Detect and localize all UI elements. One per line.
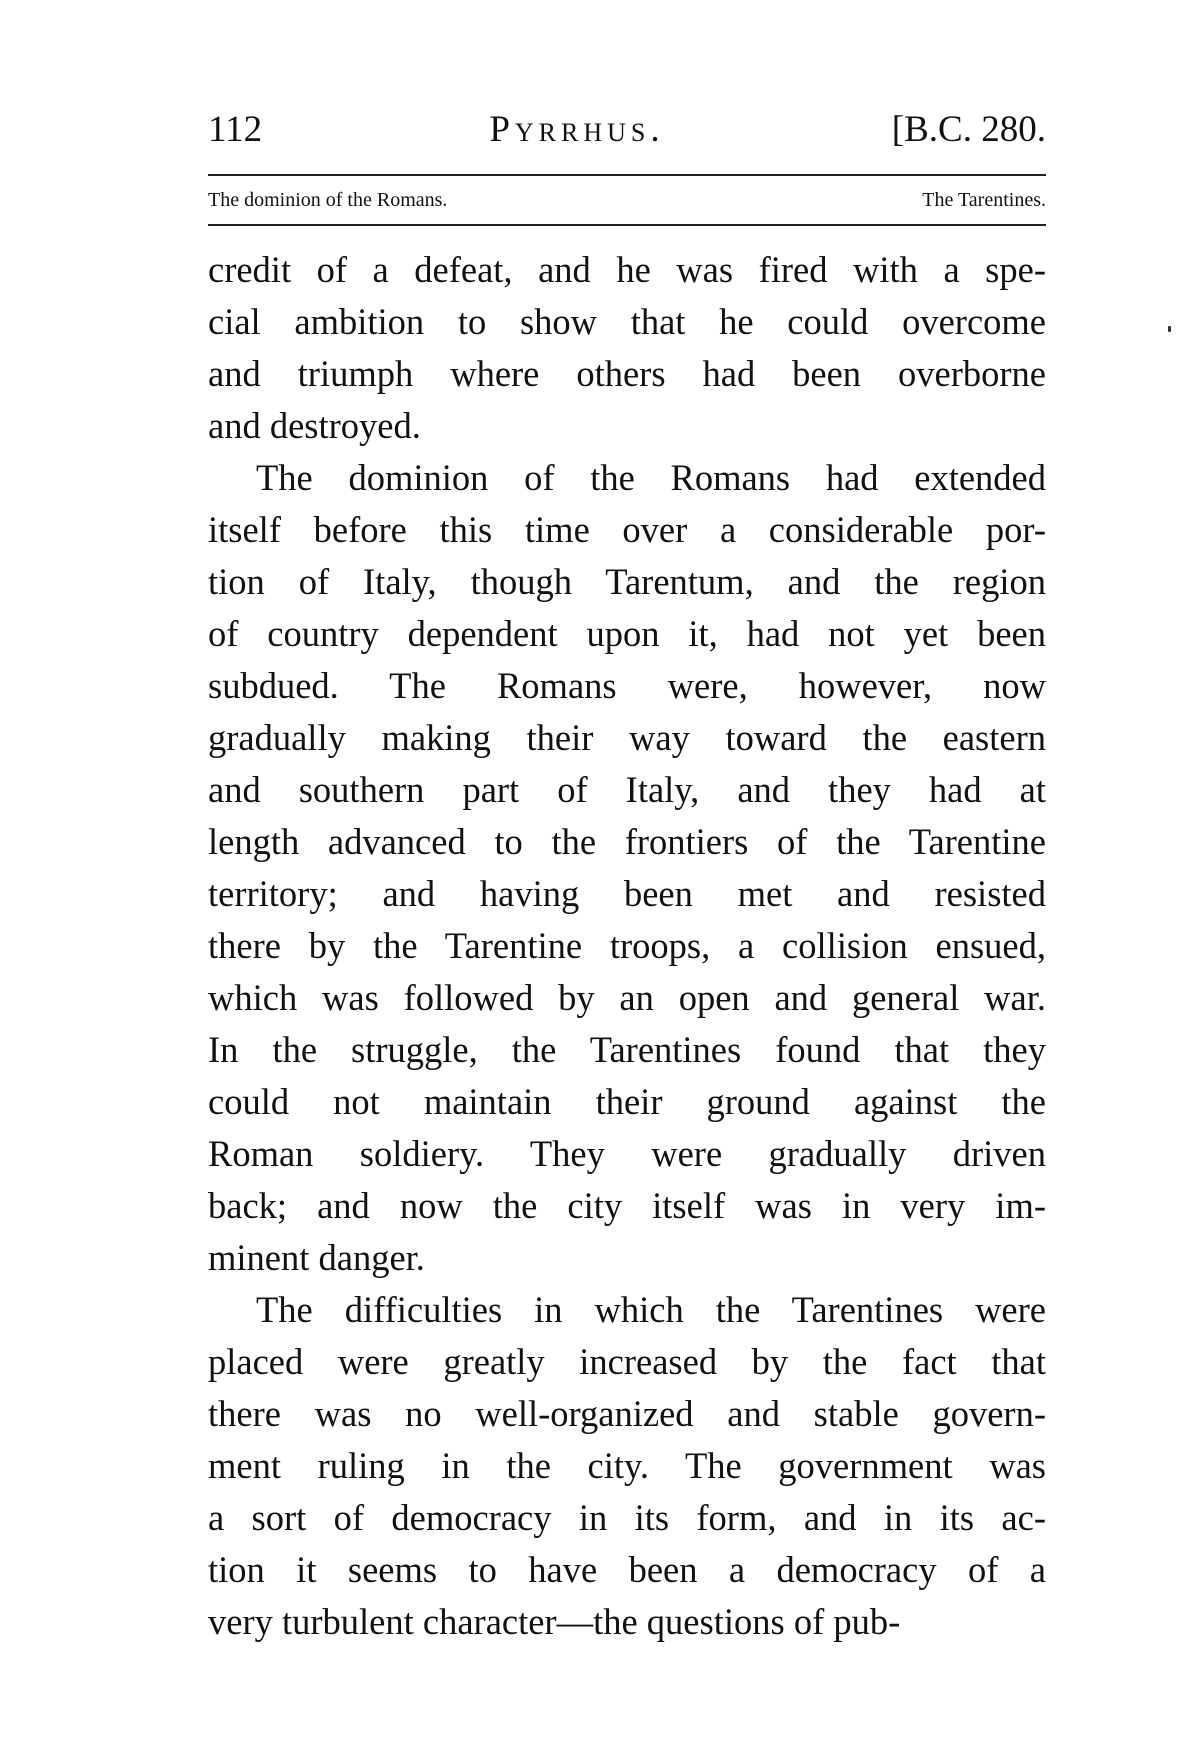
text-line: cial ambition to show that he could overcome [208, 301, 1046, 342]
text-line: which was followed by an open and general war. [208, 977, 1046, 1018]
text-line: very turbulent character—the questions of pub- [208, 1601, 901, 1642]
margin-speck [1168, 326, 1171, 332]
text-line: Roman soldiery. They were gradually driven [208, 1133, 1046, 1174]
side-note-right: The Tarentines. [922, 189, 1046, 211]
text-line: length advanced to the frontiers of the Tarentine [208, 821, 1046, 862]
date-heading: [B.C. 280. [891, 109, 1046, 150]
text-line: back; and now the city itself was in very im- [208, 1185, 1046, 1226]
text-line: gradually making their way toward the eastern [208, 717, 1046, 758]
text-line: could not maintain their ground against the [208, 1081, 1046, 1122]
text-line: itself before this time over a considerable por- [208, 509, 1046, 550]
body-text [208, 244, 1046, 1648]
bottom-rule [208, 224, 1046, 226]
text-line: there was no well-organized and stable govern- [208, 1393, 1046, 1434]
text-line: a sort of democracy in its form, and in its ac- [208, 1497, 1046, 1538]
text-line: of country dependent upon it, had not yet been [208, 613, 1046, 654]
paragraph [208, 1284, 1046, 1648]
running-head [208, 100, 1046, 174]
side-note-left: The dominion of the Romans. [208, 189, 448, 211]
paragraph [208, 244, 1046, 452]
paragraph [208, 452, 1046, 1284]
text-line: minent danger. [208, 1237, 425, 1278]
page-number: 112 [208, 109, 263, 150]
text-line: placed were greatly increased by the fact that [208, 1341, 1046, 1382]
text-line: credit of a defeat, and he was fired with a spe- [208, 249, 1046, 290]
text-line: there by the Tarentine troops, a collision ensued, [208, 925, 1046, 966]
side-notes [208, 176, 1046, 224]
text-line: ment ruling in the city. The government was [208, 1445, 1046, 1486]
text-line: tion of Italy, though Tarentum, and the region [208, 561, 1046, 602]
running-title: Pyrrhus. [489, 109, 665, 150]
text-line: and destroyed. [208, 405, 421, 446]
text-line: The difficulties in which the Tarentines were [256, 1289, 1046, 1330]
text-line: The dominion of the Romans had extended [256, 457, 1046, 498]
text-line: subdued. The Romans were, however, now [208, 665, 1046, 706]
text-line: and triumph where others had been overborne [208, 353, 1046, 394]
text-line: and southern part of Italy, and they had at [208, 769, 1046, 810]
book-page [208, 100, 1046, 1648]
text-line: In the struggle, the Tarentines found that they [208, 1029, 1046, 1070]
text-line: tion it seems to have been a democracy of a [208, 1549, 1046, 1590]
text-line: territory; and having been met and resisted [208, 873, 1046, 914]
